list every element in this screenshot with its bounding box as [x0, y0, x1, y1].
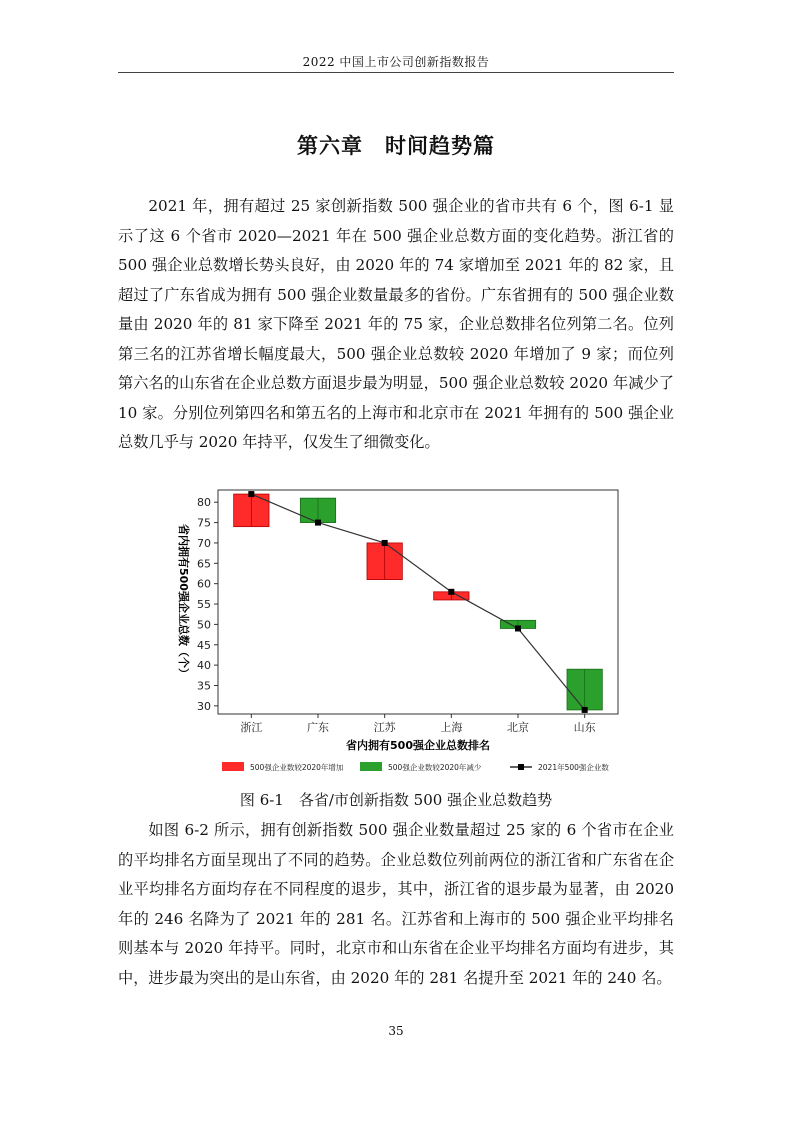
x-tick-label: 江苏: [373, 721, 396, 734]
legend-swatch-marker: [518, 764, 524, 770]
plot-frame: [218, 490, 618, 714]
header-rule: [118, 72, 674, 73]
trend-chart: [170, 484, 630, 784]
x-tick-label: 北京: [507, 721, 529, 734]
paragraph-1: 2021 年，拥有超过 25 家创新指数 500 强企业的省市共有 6 个，图 6-1 显示了这 6 个省市 2020—2021 年在 500 强企业总数方面的变化趋势。浙江省的 500 强企业总数增长势头良好，由 2020 年的 74 家增加至 2021 年的 82 家，且超过了广东省成为拥有 500 强企业数量最多的省份。广东省拥有的 500 强企业数量由 2020 年的 81 家下降至 2021 年的 75 家，企业总数排名位列第二名。位列第三名的江苏省增长幅度最大，500 强企业总数较 2020 年增加了 9 家；而位列第六名的山东省在企业总数方面退步最为明显，500 强企业总数较 2020 年减少了 10 家。分别位列第四名和第五名的上海市和北京市在 2021 年拥有的 500 强企业总数几乎与 2020 年持平，仅发生了细微变化。: [118, 197, 674, 451]
point-2021-山东: [582, 707, 588, 713]
x-tick-label: 广东: [307, 721, 329, 734]
y-tick-label: 45: [197, 638, 211, 652]
running-header: 2022 中国上市公司创新指数报告: [302, 55, 490, 69]
y-tick-label: 80: [197, 496, 211, 510]
y-tick-label: 40: [197, 659, 211, 673]
y-tick-label: 75: [197, 516, 211, 530]
legend-label-2: 2021年500强企业数: [538, 763, 609, 772]
point-2021-北京: [515, 625, 521, 631]
page-number: 35: [388, 1024, 404, 1038]
y-tick-label: 55: [197, 598, 211, 612]
y-tick-label: 35: [197, 679, 211, 693]
x-axis: [240, 714, 595, 734]
point-2021-江苏: [382, 540, 388, 546]
figure-caption: 图 6-1 各省/市创新指数 500 强企业总数趋势: [239, 791, 553, 809]
x-tick-label: 上海: [440, 721, 463, 734]
paragraph-2: 如图 6-2 所示，拥有创新指数 500 强企业数量超过 25 家的 6 个省市在企业的平均排名方面呈现出了不同的趋势。企业总数位列前两位的浙江省和广东省在企业平均排名方面均存在不同程度的退步，其中，浙江省的退步最为显著，由 2020 年的 246 名降为了 2021 年的 281 名。江苏省和上海市的 500 强企业平均排名则基本与 2020 年持平。同时，北京市和山东省在企业平均排名方面均有进步，其中，进步最为突出的是山东省，由 2020 年的 281 名提升至 2021 年的 240 名。: [118, 821, 674, 987]
x-tick-label: 山东: [573, 721, 596, 734]
legend-label-1: 500强企业数较2020年减少: [388, 763, 482, 772]
legend: [222, 762, 609, 772]
legend-swatch-0: [222, 762, 244, 771]
y-axis: [197, 496, 218, 713]
legend-label-0: 500强企业数较2020年增加: [250, 763, 344, 772]
point-2021-浙江: [248, 491, 254, 497]
chapter-title: 第六章 时间趋势篇: [297, 134, 495, 158]
y-tick-label: 30: [197, 699, 211, 713]
y-axis-label: 省内拥有500强企业总数（个）: [177, 524, 190, 679]
legend-swatch-1: [360, 762, 382, 771]
point-2021-广东: [315, 520, 321, 526]
x-tick-label: 浙江: [240, 721, 263, 734]
y-tick-label: 65: [197, 557, 211, 571]
y-tick-label: 70: [197, 536, 211, 550]
x-axis-label: 省内拥有500强企业总数排名: [346, 739, 490, 752]
y-tick-label: 50: [197, 618, 211, 632]
point-2021-上海: [448, 589, 454, 595]
y-tick-label: 60: [197, 577, 211, 591]
